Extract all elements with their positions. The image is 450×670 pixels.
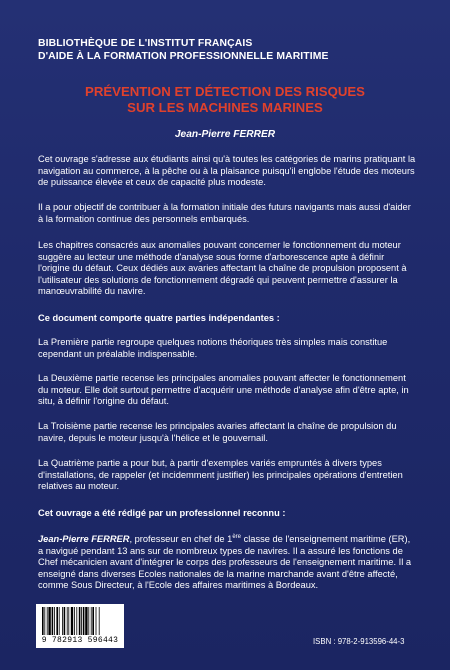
bio-text-b: classe de l'enseignement maritime (ER), a navigué pendant 13 ans sur de nombreux types de navires. Il a assuré les fonctions de Chef mécanicien avant d'intégrer le corps des professeurs de l'enseignement maritime. Il a enseigné dans diverses Ecoles nationales de la marine marchande avant d'être affecté, comme Sous Directeur, à l'Ecole des affaires maritimes à Bordeaux.: [38, 534, 412, 591]
barcode-bar: [91, 607, 92, 635]
isbn-label: ISBN : 978-2-913596-44-3: [313, 637, 405, 646]
barcode-bar: [62, 607, 63, 635]
title-line-2: SUR LES MACHINES MARINES: [127, 100, 323, 115]
bio-superscript: ère: [232, 534, 241, 540]
series-line-1: BIBLIOTHÈQUE DE L'INSTITUT FRANÇAIS: [38, 38, 253, 49]
barcode-bar: [85, 607, 87, 635]
heading-author-bio: Cet ouvrage a été rédigé par un professionnel reconnu :: [38, 508, 286, 518]
barcode-bar: [59, 607, 60, 635]
book-title: [20, 84, 430, 116]
bio-text-a: , professeur en chef de 1: [129, 534, 233, 545]
series-title: [38, 37, 418, 63]
barcode-bar: [64, 607, 66, 635]
author-name: Jean-Pierre FERRER: [174, 129, 276, 140]
bio-author-name: Jean-Pierre FERRER: [38, 534, 130, 545]
barcode-bar: [88, 607, 89, 635]
paragraph-audience: Cet ouvrage s'adresse aux étudiants ainsi qu'à toutes les catégories de marins pratiquant la navigation au commerce, à la pêche ou à la plaisance puisqu'il englobe l'étude des moteurs de puissance élevée et ceux de capacité plus modeste.: [38, 154, 416, 188]
barcode-bar: [47, 607, 48, 635]
barcode-bar: [71, 607, 73, 635]
barcode-bar: [68, 607, 69, 635]
barcode-bars: [42, 607, 118, 635]
barcode-bar: [67, 607, 68, 635]
barcode-bar: [74, 607, 75, 635]
title-line-1: PRÉVENTION ET DÉTECTION DES RISQUES: [85, 84, 365, 99]
barcode-bar: [52, 607, 54, 635]
barcode-bar: [96, 607, 97, 635]
paragraph-part-two: La Deuxième partie recense les principales anomalies pouvant affecter le fonctionnement du moteur. Elle doit surtout permettre d'acquérir une méthode d'analyse afin d'être apte, in situ, à définir l'origine du défaut.: [38, 373, 409, 407]
paragraph-chapters: Les chapitres consacrés aux anomalies pouvant concerner le fonctionnement du moteur suggère au lecteur une méthode d'analyse sous forme d'arborescence apte à définir l'origine du défaut. Ceux dédiés aux avaries affectant la chaîne de propulsion proposent à l'utilisateur des solutions de fonctionnement dégradé qui peuvent permettre d'assurer la manœuvrabilité du navire.: [38, 240, 407, 297]
paragraph-part-one: La Première partie regroupe quelques notions théoriques très simples mais constitue cependant un préalable indispensable.: [38, 337, 388, 359]
barcode-bar: [99, 607, 100, 635]
series-line-2: D'AIDE À LA FORMATION PROFESSIONNELLE MARITIME: [38, 51, 329, 62]
barcode-bar: [44, 607, 45, 635]
paragraph-objective: Il a pour objectif de contribuer à la formation initiale des futurs navigants mais aussi d'aider à la formation continue des personnels embarqués.: [38, 202, 411, 224]
barcode-number: 9 782913 596443: [41, 636, 119, 645]
paragraph-part-four: La Quatrième partie a pour but, à partir d'exemples variés empruntés à divers types d'installations, de rappeler (et incidemment justifier) les principales opérations d'entretien relatives au moteur.: [38, 458, 403, 492]
heading-four-parts: Ce document comporte quatre parties indépendantes :: [38, 313, 280, 323]
paragraph-author-bio: [38, 532, 416, 592]
barcode-bar: [56, 607, 58, 635]
barcode-bar: [48, 607, 50, 635]
barcode-bar: [79, 607, 81, 635]
barcode-bar: [42, 607, 44, 635]
barcode-bar: [81, 607, 82, 635]
barcode-bar: [83, 607, 85, 635]
barcode-bar: [76, 607, 77, 635]
barcode-bar: [54, 607, 55, 635]
barcode: [36, 604, 124, 648]
paragraph-part-three: La Troisième partie recense les principales avaries affectant la chaîne de propulsion du navire, depuis le moteur jusqu'à l'hélice et le gouvernail.: [38, 421, 397, 443]
barcode-bar: [92, 607, 94, 635]
